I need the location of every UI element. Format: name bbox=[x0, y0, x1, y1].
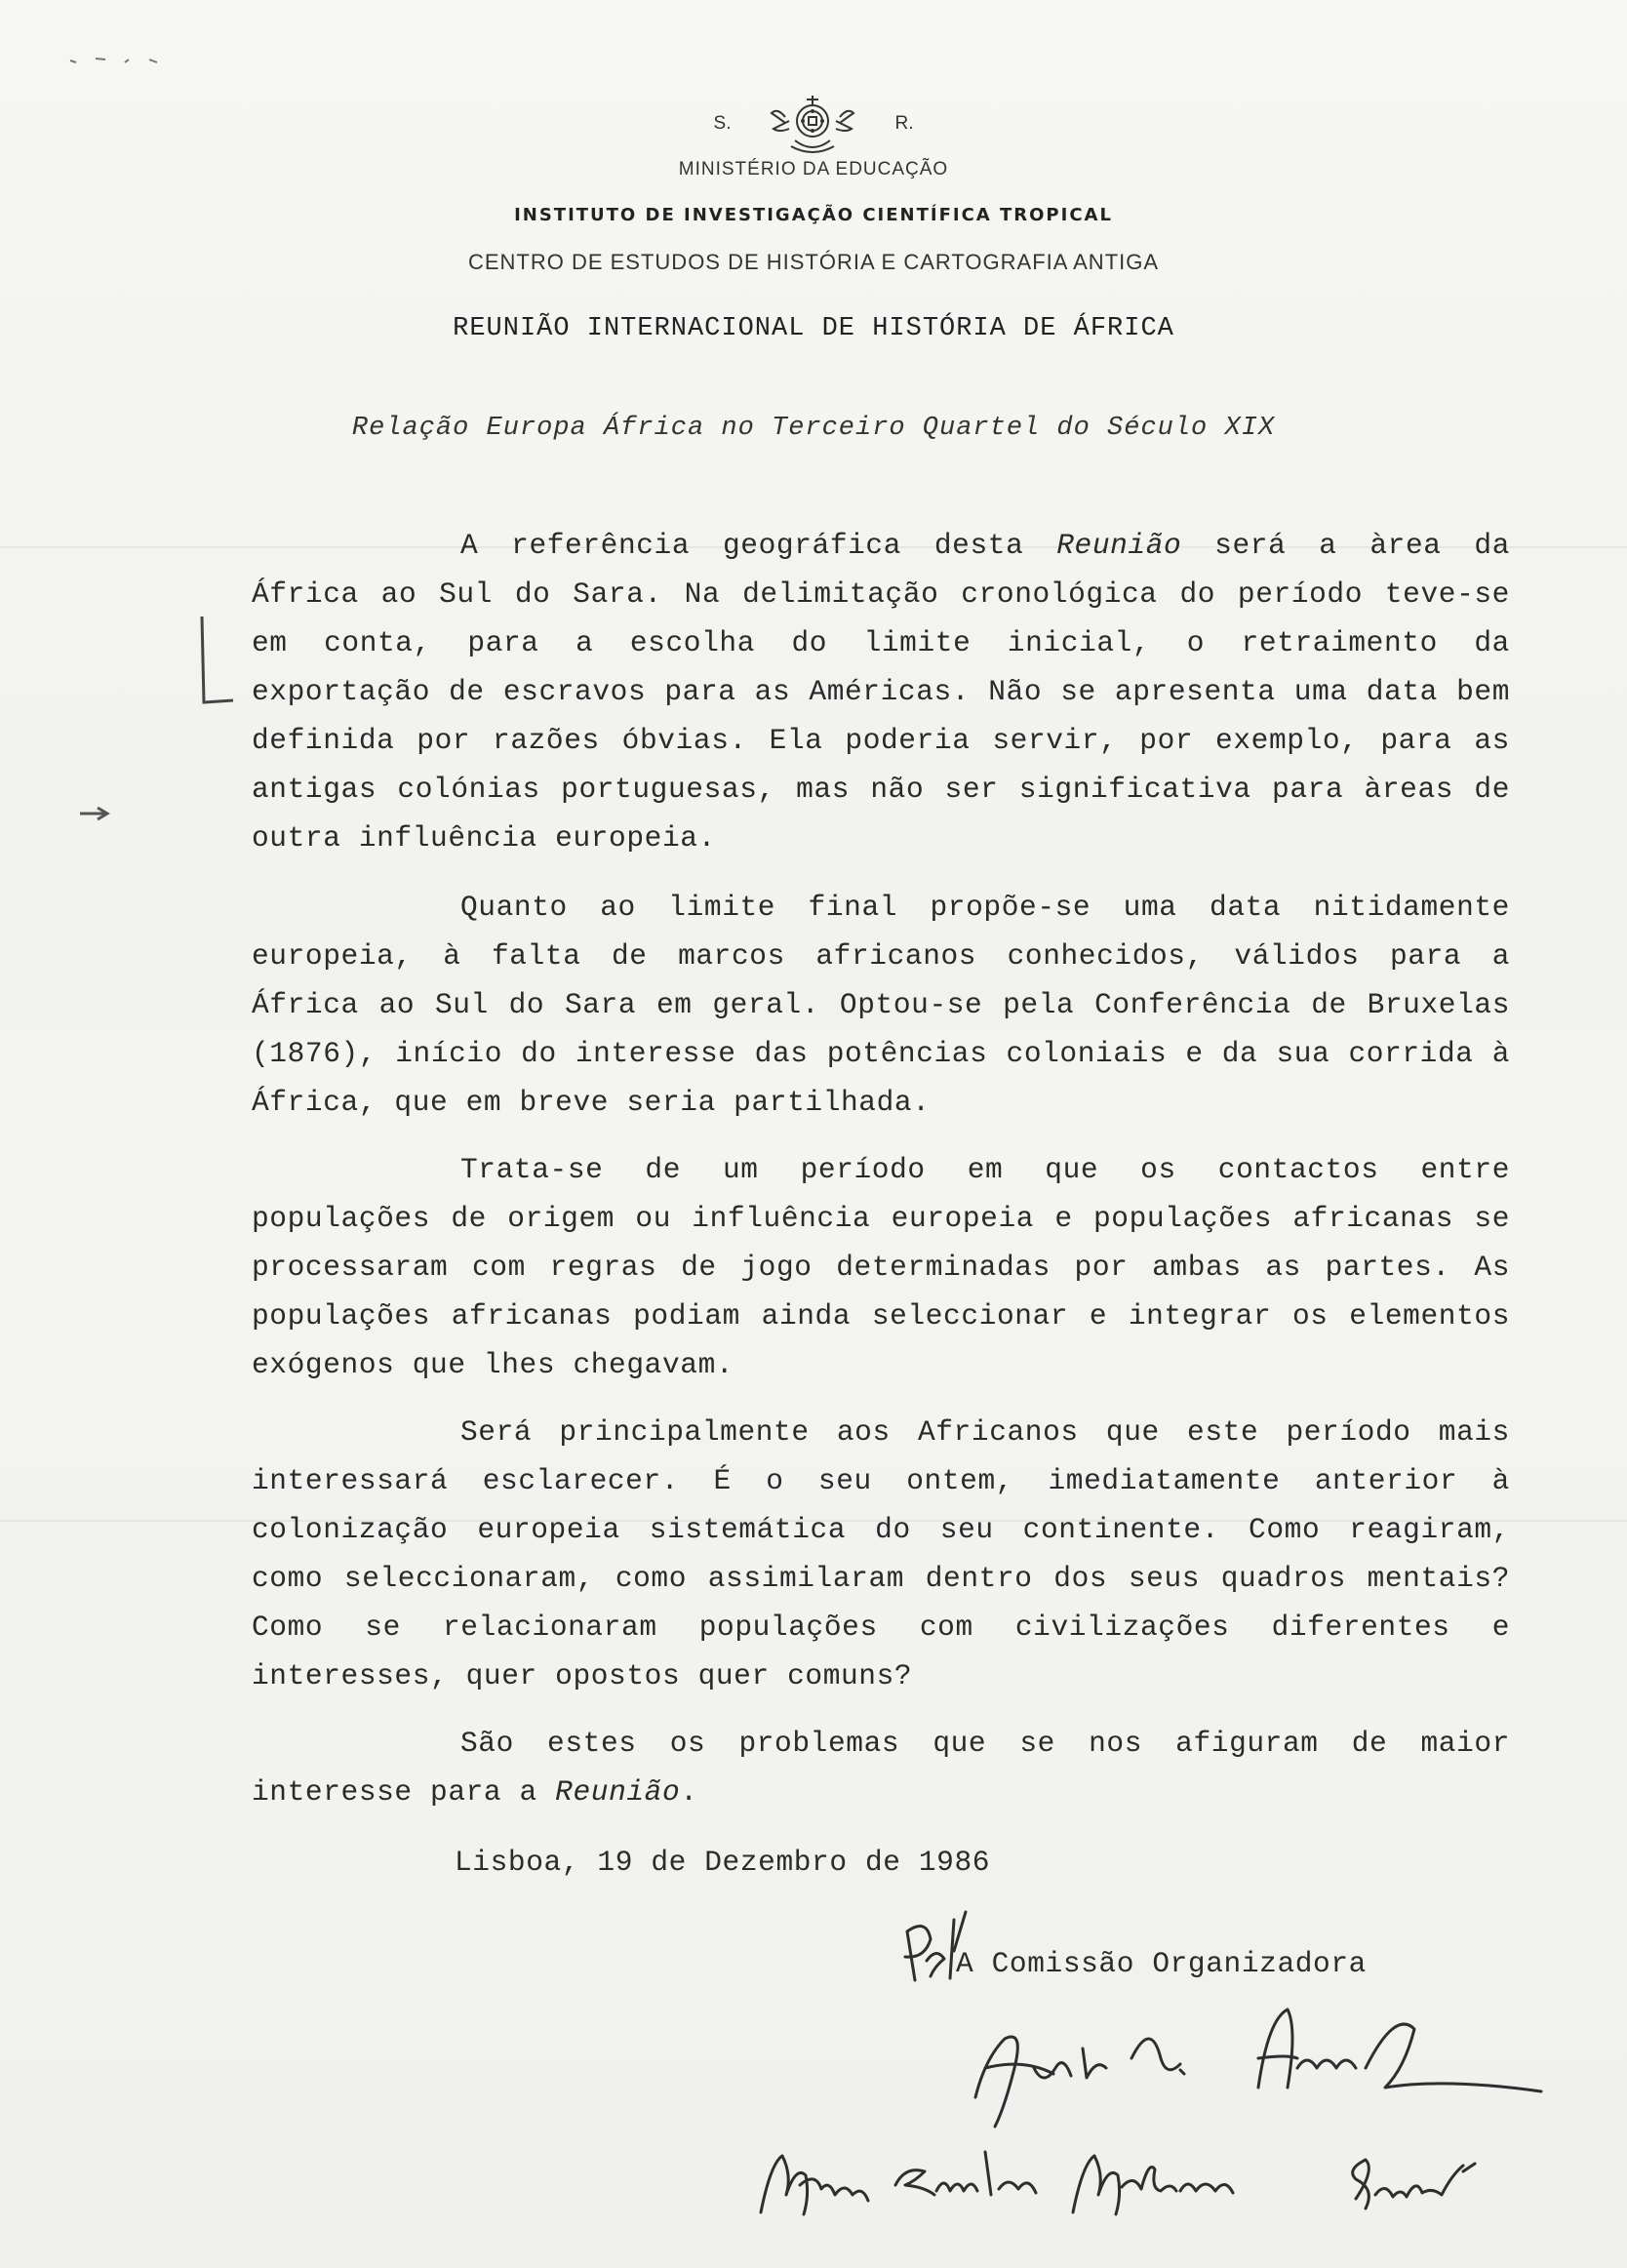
ink-arrow-mark bbox=[78, 804, 117, 823]
paragraph-text: será a àrea da África ao Sul do Sara. Na delimitação cronológica do período teve-se em conta, para a escolha do limite inicial, o retraimento da exportação de escravos para as Américas. Não se apresenta uma data bem definida por razões óbvias. Ela poderia servir, por exemplo, para as antigas colónias portuguesas, mas não ser significativa para àreas de outra influência europeia. bbox=[252, 529, 1511, 855]
paragraph-text: A referência geográfica desta bbox=[460, 529, 1057, 562]
date-line: Lisboa, 19 de Dezembro de 1986 bbox=[455, 1846, 991, 1879]
commission-line bbox=[956, 1947, 1367, 1980]
paragraph-text: São estes os problemas que se nos afiguram de maior interesse para a bbox=[252, 1727, 1510, 1809]
signature-1 bbox=[975, 2009, 1541, 2127]
body-paragraph-1 bbox=[252, 521, 1510, 862]
paragraph-text: Será principalmente aos Africanos que este período mais interessará esclarecer. É o seu ontem, imediatamente anterior à colonização europeia sistemática do seu continente. Como reagiram, como seleccionaram, como assimilaram dentro dos seus quadros mentais? Como se relacionaram populações com civilizações diferentes e interesses, quer opostos quer comuns? bbox=[252, 1415, 1510, 1692]
body-paragraph-4 bbox=[252, 1408, 1510, 1700]
institute-heading: INSTITUTO DE INVESTIGAÇÃO CIENTÍFICA TROPICAL bbox=[514, 205, 1113, 225]
ministry-heading: MINISTÉRIO DA EDUCAÇÃO bbox=[678, 159, 949, 179]
signature-2 bbox=[761, 2152, 1475, 2214]
handwritten-margin-bracket bbox=[190, 613, 239, 710]
centro-heading: CENTRO DE ESTUDOS DE HISTÓRIA E CARTOGRAFIA ANTIGA bbox=[467, 250, 1160, 274]
body-paragraph-5 bbox=[252, 1719, 1510, 1816]
document-subtitle: Relação Europa África no Terceiro Quartel do Século XIX bbox=[351, 414, 1276, 443]
body-paragraph-3 bbox=[252, 1145, 1510, 1389]
letterhead-initial-s: S. bbox=[713, 113, 732, 134]
paragraph-text: Trata-se de um período em que os contactos entre populações de origem ou influência europeia e populações africanas se processaram com regras de jogo determinadas por ambas as partes. As populações africanas podiam ainda seleccionar e integrar os elementos exógenos que lhes chegavam. bbox=[252, 1153, 1510, 1381]
letterhead-crest-row bbox=[0, 90, 1627, 158]
paragraph-text: . bbox=[680, 1775, 698, 1809]
coat-of-arms-emblem-icon bbox=[766, 90, 859, 158]
paragraph-text: Quanto ao limite final propõe-se uma data nitidamente europeia, à falta de marcos africanos conhecidos, válidos para a África ao Sul do Sara em geral. Optou-se pela Conferência de Bruxelas (1876), início do interesse das potências coloniais e da sua corrida à África, que em breve seria partilhada. bbox=[252, 891, 1510, 1119]
ink-speck-mark bbox=[66, 51, 174, 70]
commission-text: A Comissão Organizadora bbox=[956, 1947, 1367, 1980]
letterhead-initial-r: R. bbox=[894, 113, 914, 134]
document-title: REUNIÃO INTERNACIONAL DE HISTÓRIA DE ÁFRICA bbox=[453, 314, 1174, 343]
body-paragraph-2 bbox=[252, 883, 1510, 1127]
emphasis-text: Reunião bbox=[1056, 529, 1182, 562]
emphasis-text: Reunião bbox=[555, 1775, 681, 1809]
